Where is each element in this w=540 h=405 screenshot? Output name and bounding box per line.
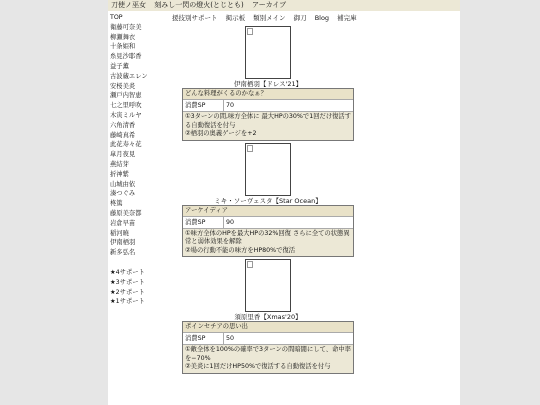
sidebar-item-character[interactable]: 伊南栖羽	[110, 239, 136, 247]
sidebar-item-character[interactable]: 益子薫	[110, 62, 129, 70]
skill-title: ポインセチアの思い出	[183, 322, 353, 333]
card-image	[245, 259, 291, 312]
sp-label: 消費SP	[183, 100, 224, 111]
card-caption: 伊南栖羽【ドレス'21】	[233, 80, 303, 88]
sidebar-item-character[interactable]: 柳瀬舞衣	[110, 33, 136, 41]
nav-swords[interactable]: 御刀	[293, 14, 307, 22]
nav-blog[interactable]: Blog	[314, 14, 330, 22]
site-name[interactable]: 刀使ノ巫女	[111, 1, 146, 9]
skill-description	[183, 112, 353, 140]
sidebar-item-character[interactable]: 皐月夜見	[110, 151, 136, 159]
sp-label: 消費SP	[183, 217, 224, 228]
sidebar-item-character[interactable]: 燕結芽	[110, 160, 129, 168]
site-header	[108, 0, 460, 11]
broken-image-icon	[247, 145, 253, 152]
sidebar-item-character[interactable]: 稲河暁	[110, 229, 129, 237]
nav-board[interactable]: 掲示板	[225, 14, 246, 22]
effect-line: ①3ターンの間,味方全体に 最大HPの30%で1回だけ復活する自動復活を付与	[185, 113, 352, 129]
skill-description	[183, 345, 353, 373]
sp-row	[183, 217, 353, 229]
main-content	[182, 26, 354, 376]
site-title[interactable]: 刻みし一閃の燈火(とじとも)	[154, 1, 244, 9]
sidebar-item-character[interactable]: 此花寿々花	[110, 141, 142, 149]
skill-title: アーケイディア	[183, 206, 353, 217]
effect-line: ②栖羽の奥義ゲージを+2	[185, 130, 257, 137]
card-caption: 須原里香【Xmas'20】	[234, 313, 302, 321]
sidebar-item-support[interactable]: ★1サポート	[110, 298, 145, 306]
skill-card	[182, 205, 354, 258]
sidebar-item-character[interactable]: 岩倉早苗	[110, 219, 136, 227]
sidebar-item-character[interactable]: 柊篤	[110, 200, 123, 208]
sidebar-item-character[interactable]: 十条姫和	[110, 43, 136, 51]
effect-line: ①味方全体のHPを最大HPの32%回復 さらに全ての状態異常と弱体効果を解除	[185, 229, 350, 245]
archive-label: アーカイブ	[251, 1, 287, 9]
effect-line: ①敵全体を100%の確率で3ターンの間暗闇にして、命中率を−70%	[185, 346, 351, 362]
sidebar-item-character[interactable]: 折神紫	[110, 170, 129, 178]
sidebar-item-character[interactable]: 藤崎真希	[110, 131, 136, 139]
sidebar-item-character[interactable]: 藤原美奈都	[110, 209, 142, 217]
sidebar-item-character[interactable]: 古波蔵エレン	[110, 72, 148, 80]
sidebar-item-character[interactable]: 糸見沙耶香	[110, 53, 142, 61]
sidebar-item-character[interactable]: 瀬戸内智恵	[110, 92, 142, 100]
character-list	[110, 23, 170, 258]
sp-row	[183, 333, 353, 345]
sidebar-item-character[interactable]: 七之里呼吹	[110, 102, 142, 110]
top-nav	[172, 13, 363, 23]
sp-value: 70	[226, 102, 235, 109]
sidebar-item-character[interactable]: 衛藤可奈美	[110, 23, 142, 31]
sidebar-item-character[interactable]: 六角清香	[110, 121, 136, 129]
sidebar-item-support[interactable]: ★3サポート	[110, 278, 145, 286]
effect-line: ②美炎に1回だけHP50%で復活する自動復活を付与	[185, 363, 331, 370]
sp-label: 消費SP	[183, 333, 224, 344]
sp-value: 90	[226, 218, 235, 226]
sidebar-item-support[interactable]: ★2サポート	[110, 288, 145, 296]
nav-main[interactable]: 類別メイン	[253, 14, 286, 22]
sidebar-item-character[interactable]: 湊つぐみ	[110, 190, 136, 198]
broken-image-icon	[247, 261, 253, 268]
sidebar-item-character[interactable]: 新多弘名	[110, 249, 136, 257]
nav-support[interactable]: 援技別サポート	[172, 14, 218, 22]
sidebar-item-support[interactable]: ★4サポート	[110, 268, 145, 276]
skill-title: どんな料理がくるのかなぁ？	[183, 89, 353, 100]
support-list	[110, 268, 170, 307]
sidebar-item-top[interactable]: TOP	[110, 14, 123, 21]
effect-line: ②場の行動不能の味方をHP80%で復活	[185, 246, 296, 254]
skill-card	[182, 88, 354, 141]
sidebar-item-character[interactable]: 山城由依	[110, 180, 136, 188]
sidebar	[110, 13, 170, 307]
skill-description	[183, 229, 353, 257]
nav-storage[interactable]: 補完庫	[337, 14, 357, 22]
card-image	[245, 143, 291, 196]
broken-image-icon	[247, 28, 253, 35]
sp-value: 50	[226, 335, 235, 342]
skill-card	[182, 321, 354, 374]
card-image	[245, 26, 291, 79]
card-caption: ミキ・ソーヴェスタ【Star Ocean】	[214, 196, 322, 205]
sidebar-item-character[interactable]: 木寅ミルヤ	[110, 111, 142, 119]
sp-row	[183, 100, 353, 112]
sidebar-item-character[interactable]: 安桜美炎	[110, 82, 136, 90]
